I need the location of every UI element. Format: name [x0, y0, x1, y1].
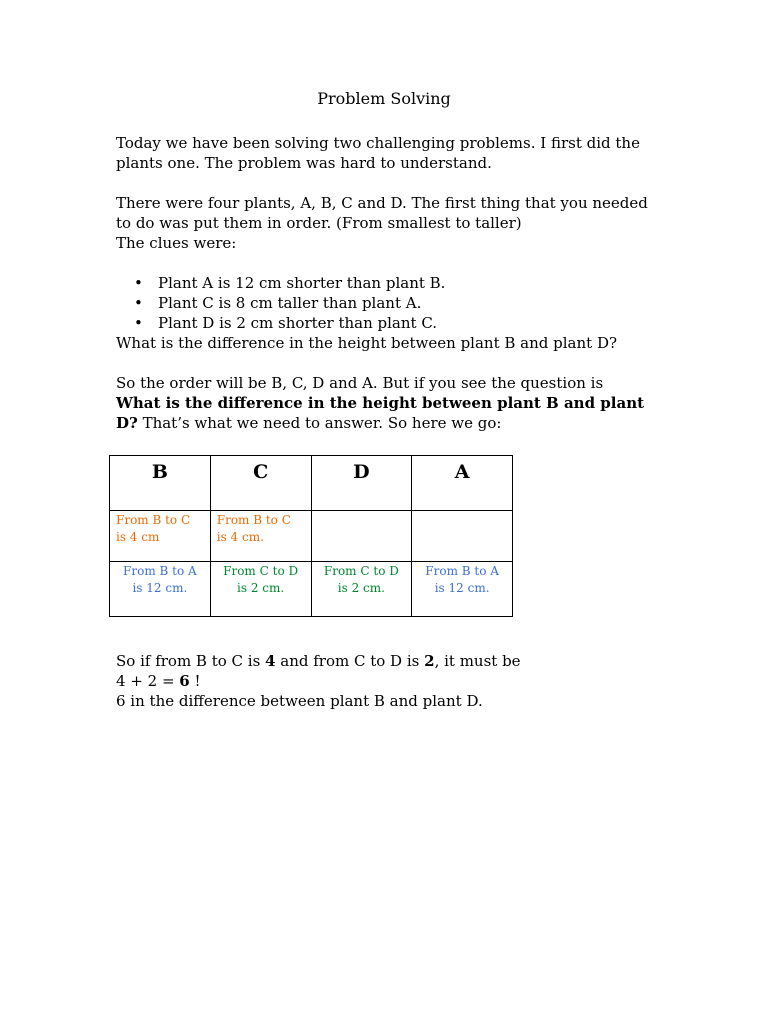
header-cell-c: C — [210, 456, 311, 511]
cell-line-2: is 12 cm. — [434, 581, 490, 595]
equation-result: 6 — [179, 672, 190, 690]
equation-text: ! — [189, 672, 201, 690]
order-bold-question: What is the difference in the height between plant B and plant — [116, 394, 645, 412]
table-cell — [110, 511, 211, 562]
conclusion-text: , it must be — [434, 652, 521, 670]
clue-text: Plant C is 8 cm taller than plant A. — [158, 294, 422, 312]
table-header-row — [110, 456, 513, 511]
table-cell — [110, 562, 211, 617]
cell-line-2: is 4 cm. — [216, 530, 264, 544]
final-answer-line: 6 in the difference between plant B and plant D. — [116, 692, 483, 710]
header-cell-d: D — [311, 456, 412, 511]
clue-item — [116, 273, 656, 293]
bullet-icon: • — [134, 294, 143, 312]
clue-list — [116, 273, 656, 333]
table-cell — [412, 562, 513, 617]
clue-item — [116, 293, 656, 313]
conclusion-value: 4 — [265, 652, 276, 670]
table-cell — [210, 511, 311, 562]
conclusion-text: and from C to D is — [275, 652, 425, 670]
header-cell-b: B — [110, 456, 211, 511]
setup-line-2: to do was put them in order. (From smallest to taller) — [116, 214, 522, 232]
table-cell-empty — [412, 511, 513, 562]
conclusion-paragraph — [116, 651, 656, 711]
cell-line-2: is 12 cm. — [132, 581, 188, 595]
table-cell — [311, 562, 412, 617]
intro-paragraph — [116, 133, 656, 173]
table-cell-empty — [311, 511, 412, 562]
clue-text: Plant A is 12 cm shorter than plant B. — [158, 274, 446, 292]
table-row — [110, 511, 513, 562]
cell-line-1: From B to C — [216, 513, 291, 527]
order-line-1: So the order will be B, C, D and A. But if you see the question is — [116, 374, 604, 392]
table-cell — [210, 562, 311, 617]
order-bold-question-end: D? — [116, 414, 138, 432]
bullet-icon: • — [134, 314, 143, 332]
header-cell-a: A — [412, 456, 513, 511]
document-body — [116, 88, 656, 433]
page-title: Problem Solving — [317, 89, 451, 108]
setup-paragraph — [116, 193, 656, 253]
intro-line-1: Today we have been solving two challenging problems. I first did the — [116, 134, 640, 152]
cell-line-2: is 4 cm — [116, 530, 160, 544]
cell-line-1: From B to A — [123, 564, 197, 578]
cell-line-2: is 2 cm. — [337, 581, 385, 595]
cell-line-1: From B to A — [425, 564, 499, 578]
order-line-rest: That’s what we need to answer. So here we go: — [137, 414, 502, 432]
question-text: What is the difference in the height between plant B and plant D? — [116, 334, 618, 352]
conclusion-text: So if from B to C is — [116, 652, 266, 670]
table-row — [110, 562, 513, 617]
clue-text: Plant D is 2 cm shorter than plant C. — [158, 314, 438, 332]
setup-line-3: The clues were: — [116, 234, 237, 252]
bullet-icon: • — [134, 274, 143, 292]
cell-line-1: From B to C — [116, 513, 191, 527]
cell-line-1: From C to D — [323, 564, 399, 578]
clue-item — [116, 313, 656, 333]
plant-difference-table — [109, 455, 513, 617]
order-paragraph — [116, 373, 656, 433]
equation-text: 4 + 2 = — [116, 672, 180, 690]
cell-line-2: is 2 cm. — [237, 581, 285, 595]
cell-line-1: From C to D — [223, 564, 299, 578]
setup-line-1: There were four plants, A, B, C and D. The first thing that you needed — [116, 194, 648, 212]
conclusion-value: 2 — [424, 652, 435, 670]
intro-line-2: plants one. The problem was hard to understand. — [116, 154, 492, 172]
